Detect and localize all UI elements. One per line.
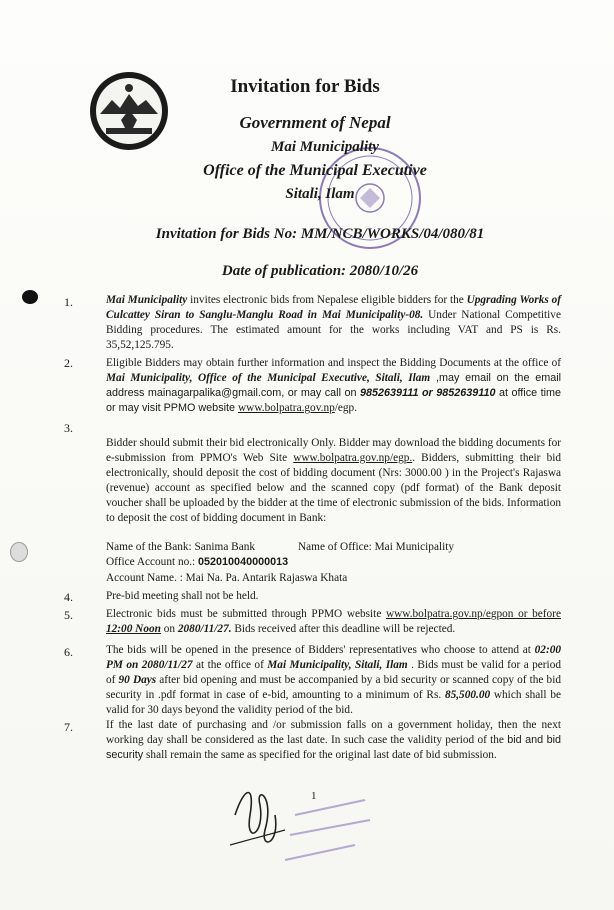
item-number: 1.: [64, 295, 73, 309]
bid-security-amount: 85,500.00: [444, 689, 491, 701]
opening-place: Mai Municipality, Sitali, Ilam: [267, 659, 408, 671]
validity-period: 90 Days: [118, 674, 157, 686]
bank-name: Name of the Bank: Sanima Bank: [106, 541, 256, 553]
paragraph-5: [106, 607, 561, 637]
text: If the last date of purchasing and /or submission falls on a government holiday, then the next working day shall be considered as the last date. In such case the validity period of the: [106, 719, 561, 746]
ifb-number: Invitation for Bids No: MM/NCB/WORKS/04/080/81: [155, 226, 485, 242]
item-number: 3.: [64, 421, 73, 435]
publication-date: Date of publication: 2080/10/26: [221, 263, 419, 279]
text: Eligible Bidders may obtain further information and inspect the Bidding Documents at the office of: [106, 357, 561, 369]
nepal-emblem-seal: [88, 70, 170, 152]
municipality-name: Mai Municipality: [106, 294, 188, 306]
text: /egp.: [334, 402, 358, 414]
text: invites electronic bids from Nepalese eligible bidders for the: [187, 294, 467, 306]
item-number: 4.: [64, 590, 73, 604]
account-number: 052010040000013: [198, 556, 289, 568]
text: after bid opening and must be accompanied by a bid security or scanned copy of the bid security in .pdf format in case of e-bid, amounting to a minimum of Rs.: [106, 674, 561, 701]
signature: [225, 775, 375, 885]
page-title: Invitation for Bids: [230, 76, 380, 97]
text: . Bidders, submitting their bid electronically, should deposit the cost of bidding document (Nrs: 3000.00 ) in the Project's Rajaswa (revenue) account as specified below and the scanned copy (pdf format) of the Bank deposit voucher shall be uploaded by the bidder at the time of electronic submission of the bids. Information to deposit the cost of bidding document in Bank:: [106, 452, 561, 524]
deadline-date: 2080/11/27.: [177, 623, 232, 635]
text: Bidder should submit their bid electronically Only. Bidder may download the bidding documents for e-submission from PPMO's Web Site: [106, 437, 561, 464]
text: shall remain the same as specified for the original last date of bid submission.: [143, 749, 497, 761]
paragraph-1: [106, 293, 561, 353]
text: on: [160, 623, 178, 635]
text: Bids received after this deadline will be rejected.: [231, 623, 456, 635]
office-name: Mai Municipality, Office of the Municipal Executive, Sitali, Ilam: [106, 372, 431, 384]
paragraph-4: Pre-bid meeting shall not be held.: [106, 590, 259, 602]
punch-hole: [22, 290, 38, 304]
phone-numbers: 9852639111 or 9852639110: [360, 387, 496, 399]
paragraph-7: [106, 718, 561, 763]
office-heading: Office of the Municipal Executive: [203, 162, 427, 179]
place-heading: Sitali, Ilam: [285, 186, 355, 202]
text: bid and bid security: [106, 734, 561, 761]
text: Electronic bids must be submitted through PPMO website: [106, 608, 386, 620]
item-number: 2.: [64, 356, 73, 370]
project-name: Upgrading Works of Culcattey Siran to Sanglu-Manglu Road in Mai Municipality-08.: [106, 294, 561, 321]
text: at office time or may visit PPMO website: [106, 387, 561, 414]
government-heading: Government of Nepal: [239, 113, 391, 132]
paragraph-3: [106, 436, 561, 526]
item-number: 6.: [64, 645, 73, 659]
account-label: Office Account no.:: [106, 556, 199, 568]
text: Under National Competitive Bidding procedures. The estimated amount for the works including VAT and PS is Rs. 35,52,125.795.: [106, 309, 561, 351]
text: at the office of: [192, 659, 268, 671]
opening-time: 02:00 PM on 2080/11/27: [106, 644, 561, 671]
paragraph-2: [106, 356, 561, 416]
text: The bids will be opened in the presence of Bidders' representatives who choose to attend at: [106, 644, 535, 656]
ppmo-link[interactable]: www.bolpatra.gov.np: [238, 402, 335, 414]
item-number: 7.: [64, 720, 73, 734]
office-name-bank: Name of Office: Mai Municipality: [298, 541, 455, 553]
paragraph-6: [106, 643, 561, 718]
municipality-heading: Mai Municipality: [271, 139, 379, 155]
account-number-row: [106, 556, 288, 568]
text: which shall be valid for 30 days beyond the validity period of the bid.: [106, 689, 561, 716]
text: . Bids must be valid for a period of: [106, 659, 561, 686]
submission-link[interactable]: www.bolpatra.gov.np/egpon or before: [385, 608, 561, 620]
deadline-time: 12:00 Noon: [106, 623, 161, 635]
ppmo-egp-link[interactable]: www.bolpatra.gov.np/egp.: [293, 452, 413, 464]
punch-hole: [10, 542, 28, 562]
page-number: 1: [311, 790, 317, 802]
account-name: Account Name. : Mai Na. Pa. Antarik Rajaswa Khata: [106, 572, 348, 584]
text: ,may email on the email address mainagarpalika@gmail.com, or may call on: [106, 372, 561, 399]
item-number: 5.: [64, 608, 73, 622]
